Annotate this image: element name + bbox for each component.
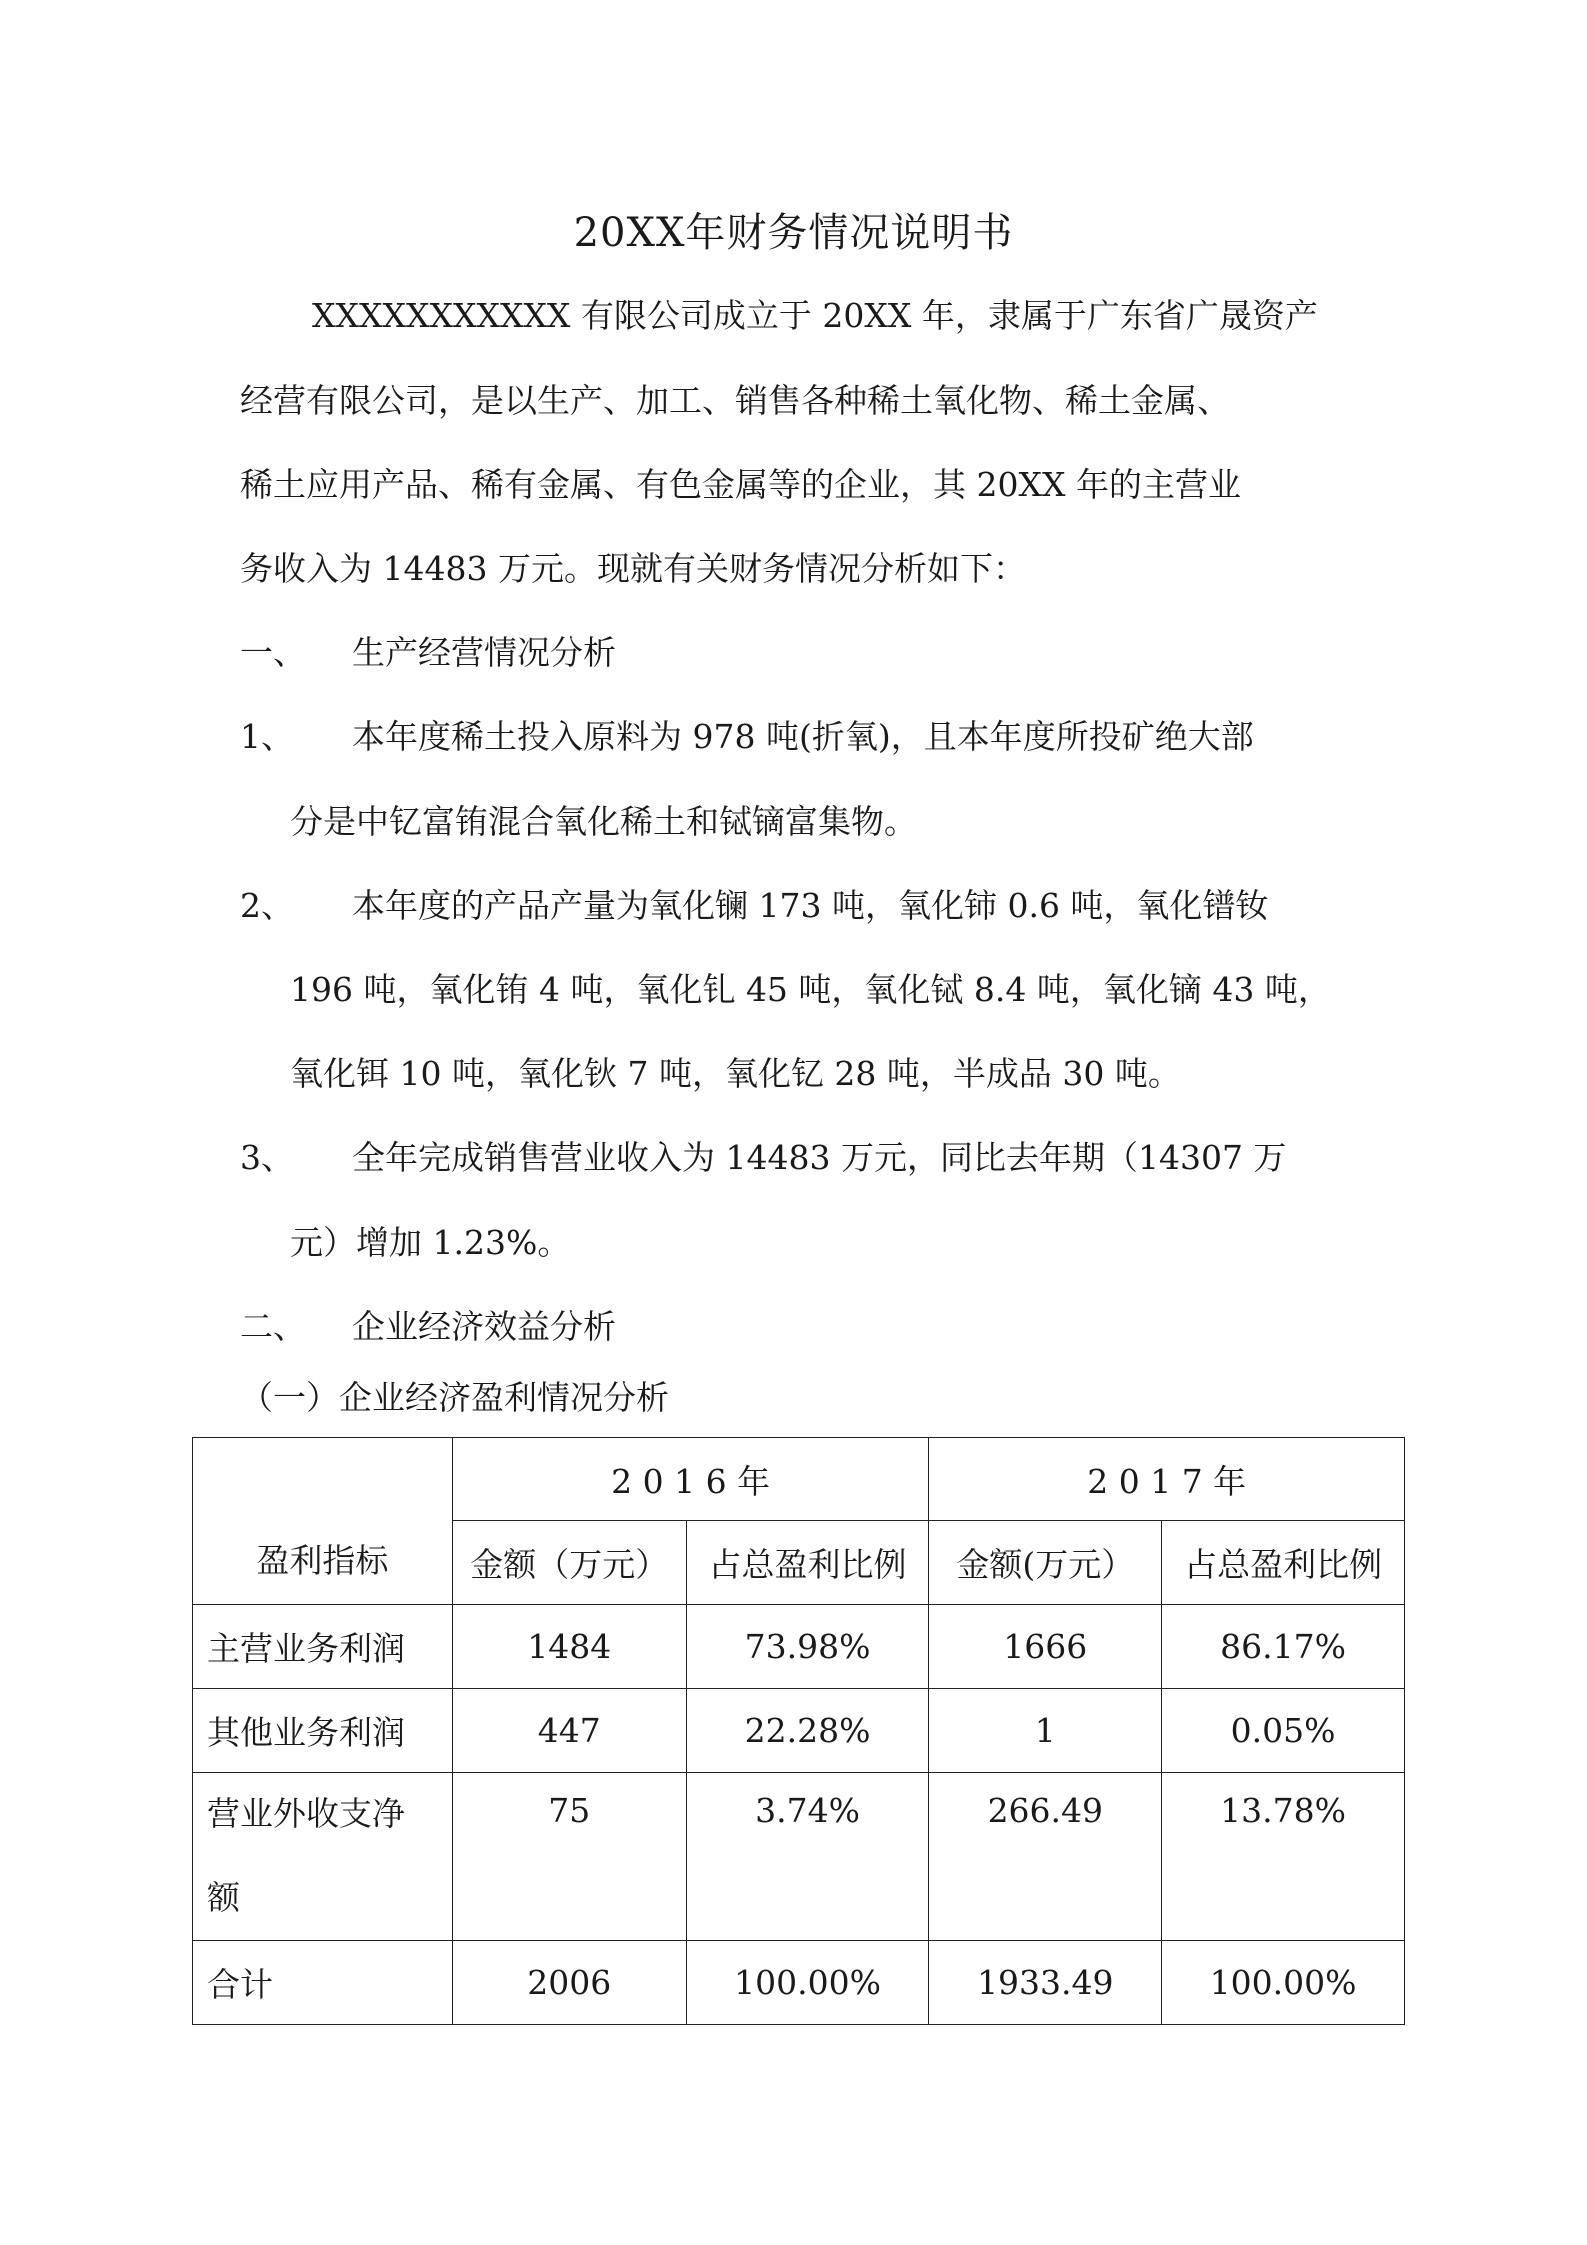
header-year-2016: 2 0 1 6 年 (452, 1438, 929, 1521)
intro-line-4: 务收入为 14483 万元。现就有关财务情况分析如下： (240, 549, 1026, 588)
item-3-line-1: 全年完成销售营业收入为 14483 万元，同比去年期（14307 万 (352, 1138, 1287, 1177)
table-row (193, 1605, 1405, 1689)
cell-amount-2017: 266.49 (929, 1773, 1162, 1941)
item-2-line-3: 氧化铒 10 吨，氧化钬 7 吨，氧化钇 28 吨，半成品 30 吨。 (290, 1054, 1181, 1093)
cell-amount-2016: 75 (452, 1773, 686, 1941)
table-row (193, 1689, 1405, 1773)
item-2-line-2: 196 吨，氧化铕 4 吨，氧化钆 45 吨，氧化铽 8.4 吨，氧化镝 43 吨， (290, 970, 1331, 1009)
item-1-number: 1、 (240, 717, 294, 756)
profit-table (192, 1437, 1405, 2025)
intro-line-2: 经营有限公司，是以生产、加工、销售各种稀土氧化物、稀土金属、 (240, 381, 1230, 420)
table-row (193, 1773, 1405, 1941)
section-1-heading: 生产经营情况分析 (352, 633, 616, 672)
intro-line-3: 稀土应用产品、稀有金属、有色金属等的企业，其 20XX 年的主营业 (240, 465, 1241, 504)
item-1-line-2: 分是中钇富铕混合氧化稀土和铽镝富集物。 (290, 802, 917, 841)
table-header-row-years (193, 1438, 1405, 1521)
row-label-line-2: 额 (207, 1878, 240, 1917)
section-1-number: 一、 (240, 633, 306, 672)
row-label: 合计 (193, 1941, 453, 2025)
cell-amount-2016: 1484 (452, 1605, 686, 1689)
item-2-line-1: 本年度的产品产量为氧化镧 173 吨，氧化铈 0.6 吨，氧化镨钕 (352, 886, 1269, 925)
table-row-total (193, 1941, 1405, 2025)
item-3-line-2: 元）增加 1.23%。 (290, 1223, 571, 1262)
header-ratio-2016: 占总盈利比例 (686, 1521, 929, 1605)
intro-line-1: XXXXXXXXXXX 有限公司成立于 20XX 年，隶属于广东省广晟资产 (312, 296, 1318, 335)
header-year-2017: 2 0 1 7 年 (929, 1438, 1405, 1521)
cell-amount-2016: 447 (452, 1689, 686, 1773)
row-label: 其他业务利润 (193, 1689, 453, 1773)
header-amount-2017: 金额(万元） (929, 1521, 1162, 1605)
cell-ratio-2017: 86.17% (1162, 1605, 1405, 1689)
cell-amount-2017: 1933.49 (929, 1941, 1162, 2025)
cell-ratio-2016: 100.00% (686, 1941, 929, 2025)
row-label-line-1: 营业外收支净 (207, 1794, 405, 1833)
cell-ratio-2016: 22.28% (686, 1689, 929, 1773)
cell-amount-2017: 1 (929, 1689, 1162, 1773)
header-ratio-2017: 占总盈利比例 (1162, 1521, 1405, 1605)
item-3-number: 3、 (240, 1138, 294, 1177)
header-profit-indicator: 盈利指标 (193, 1438, 453, 1605)
cell-ratio-2016: 73.98% (686, 1605, 929, 1689)
subsection-heading: （一）企业经济盈利情况分析 (240, 1378, 669, 1417)
item-2-number: 2、 (240, 886, 294, 925)
item-1-line-1: 本年度稀土投入原料为 978 吨(折氧)，且本年度所投矿绝大部 (352, 717, 1254, 756)
header-amount-2016: 金额（万元） (452, 1521, 686, 1605)
cell-amount-2017: 1666 (929, 1605, 1162, 1689)
section-2-number: 二、 (240, 1307, 306, 1346)
cell-ratio-2016: 3.74% (686, 1773, 929, 1941)
cell-ratio-2017: 13.78% (1162, 1773, 1405, 1941)
cell-amount-2016: 2006 (452, 1941, 686, 2025)
row-label: 主营业务利润 (193, 1605, 453, 1689)
cell-ratio-2017: 100.00% (1162, 1941, 1405, 2025)
cell-ratio-2017: 0.05% (1162, 1689, 1405, 1773)
row-label (193, 1773, 453, 1941)
section-2-heading: 企业经济效益分析 (352, 1307, 616, 1346)
document-title: 20XX年财务情况说明书 (573, 210, 1014, 256)
